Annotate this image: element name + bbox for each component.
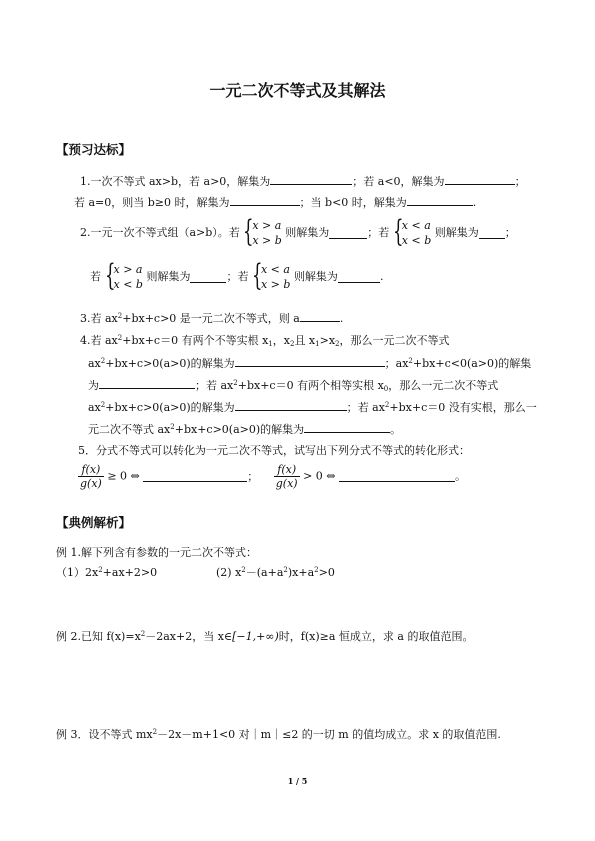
item-1-text-f: . [472,196,477,209]
answer-blank[interactable] [407,195,473,206]
item-1-text-d: 若 a=0，则当 b≥0 时，解集为 [74,196,230,209]
answer-blank[interactable] [329,228,367,239]
brace-icon: { [251,258,263,293]
item-5-formulas: $\frac{f(x)}{g(x)}$ ≥ 0 ⇔ ； $\frac{f(x)}{g(x)}$ > 0 ⇔ 。 [80,463,467,490]
inequality-system: { x > a x < b [104,258,143,293]
item-4-line-4: $ax^2+bx+c>0(a>0)$的解集为 ；若 $ax^2+bx+c=0$ 没有实根，那么一 [88,401,537,414]
section-heading-preview: 【预习达标】 [56,142,132,157]
example-2: 例 2.已知 $f(x)=x^2-2ax+2$，当 x∈[−1,+∞)时，f(x)≥a 恒成立，求 a 的取值范围。 [56,630,474,643]
page-title: 一元二次不等式及其解法 [209,81,386,100]
interval: [−1,+∞) [232,630,279,643]
item-4-line-5: 元二次不等式 $ax^2+bx+c>0(a>0)$的解集为 。 [88,423,402,436]
inequality-system: { x < a x > b [251,258,291,293]
inequality-system: { x > a x > b [243,214,282,249]
answer-blank[interactable] [339,471,455,482]
answer-blank[interactable] [235,356,385,367]
example-1-part-1: $(1)2x^2+ax+2>0$ [56,566,158,579]
brace-icon: { [104,258,116,293]
item-5-line: 5．分式不等式可以转化为一元二次不等式，试写出下列分式不等式的转化形式： [78,444,470,457]
answer-blank[interactable] [143,471,247,482]
fraction: $\frac{f(x)}{g(x)}$ [80,463,102,490]
example-1-title: 例 1.解下列含有参数的一元二次不等式： [56,546,257,559]
item-1-line-2 [74,195,476,210]
item-4-line-3: 为 ；若 $ax^2+bx+c=0$ 有两个相等实根 $x_0$，那么一元二次不等式 [88,379,499,393]
item-2-line-2: 若 { x > a x < b 则解集为 ；若 { x < a x > b 则解集为 . [90,258,384,293]
item-1-text-e: ；当 b<0 时，解集为 [299,196,407,209]
item-1-text-a: 1.一次不等式 ax>b，若 a>0，解集为 [80,175,271,188]
answer-blank[interactable] [235,400,347,411]
item-1-line-1 [80,174,526,189]
fraction: $\frac{f(x)}{g(x)}$ [275,463,298,490]
section-heading-examples: 【典例解析】 [56,515,132,530]
item-4-line-2: $ax^2+bx+c>0(a>0)$的解集为 ；$ax^2+bx+c<0(a>0)$的解集 [88,357,532,370]
answer-blank[interactable] [445,174,515,185]
answer-blank[interactable] [479,228,505,239]
example-1-part-2: (2) $x^2-(a+a^2)x+a^2>0$ [216,566,335,579]
page-number: 1 / 5 [287,776,308,786]
answer-blank[interactable] [99,378,195,389]
answer-blank[interactable] [230,195,300,206]
answer-blank[interactable] [338,272,380,283]
brace-icon: { [243,214,254,249]
item-1-text-b: ；若 a<0，解集为 [352,175,445,188]
item-1-text-c: ； [514,175,526,188]
example-3: 例 3．设不等式 $mx^2-2x-m+1<0$ 对｜m｜≤2 的一切 m 的值均成立。求 x 的取值范围. [56,728,501,741]
item-2-line-1: 2.一元一次不等式组（a>b）。若 { x > a x > b 则解集为 ；若 { x < a x < b 则解集为 ； [80,214,516,249]
item-2-text-a: 2.一元一次不等式组（a>b）。若 [80,226,240,239]
answer-blank[interactable] [270,174,352,185]
answer-blank[interactable] [190,272,226,283]
inequality-system: { x < a x < b [392,214,432,249]
item-4-line-1: 4.若 $ax^2+bx+c=0$ 有两个不等实根 $x_1$，$x_2$且 $x_1>x_2$，那么一元二次不等式 [80,334,450,348]
brace-icon: { [392,214,404,249]
item-3-line: 3.若 $ax^2+bx+c>0$ 是一元二次不等式，则 a . [80,312,344,325]
answer-blank[interactable] [300,311,340,322]
answer-blank[interactable] [304,422,390,433]
